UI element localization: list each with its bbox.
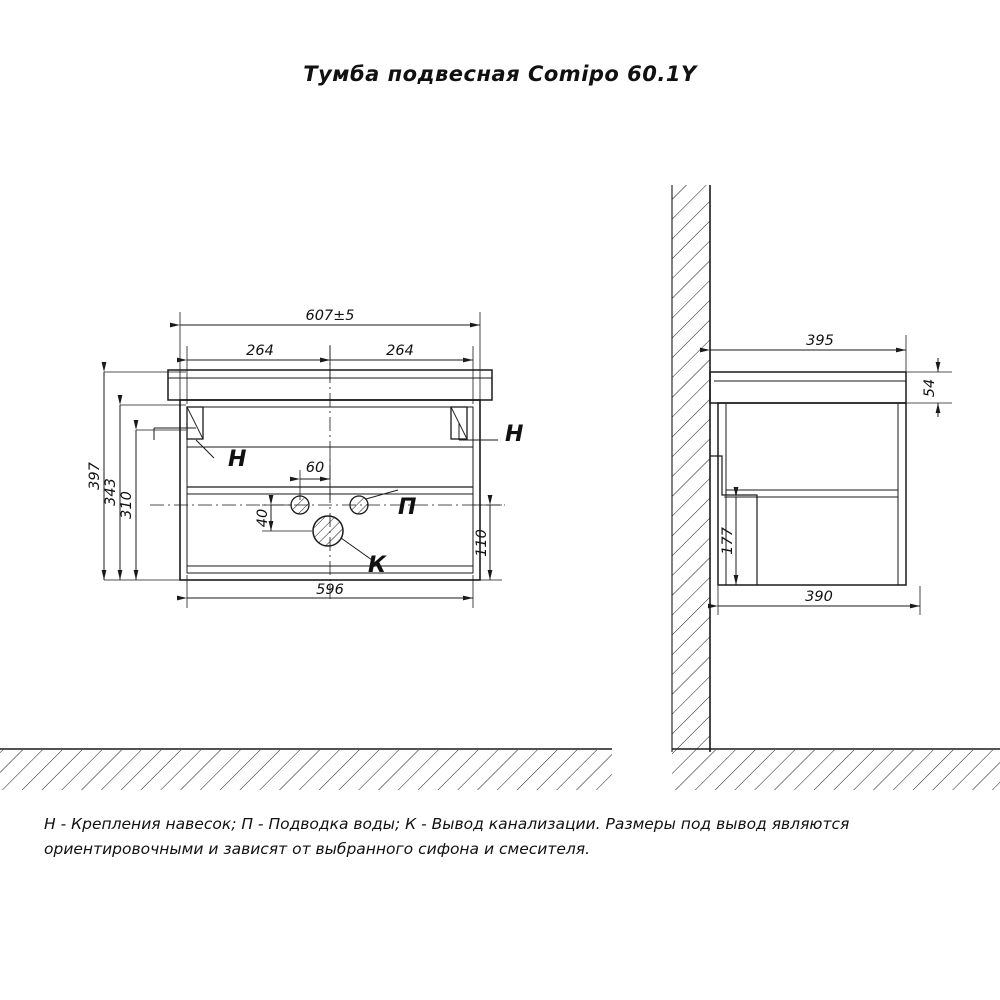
front-view — [87, 308, 523, 608]
dim-overall-width: 607±5 — [305, 308, 355, 324]
side-view — [710, 333, 952, 615]
dim-water-offset-y: 40 — [255, 508, 271, 528]
dim-half-width-left: 264 — [246, 343, 274, 359]
label-hook-right: Н — [505, 422, 524, 447]
dim-half-width-right: 264 — [386, 343, 414, 359]
legend-note — [44, 812, 956, 862]
page-title: Тумба подвесная Comipo 60.1Y — [303, 62, 697, 86]
dim-bottom-depth: 390 — [805, 589, 833, 605]
label-hook-left: Н — [228, 447, 247, 472]
dim-outlet-height: 177 — [720, 527, 736, 555]
legend-note-line2: ориентировочными и зависят от выбранного сифона и смесителя. — [44, 840, 591, 858]
dim-height-mid: 343 — [103, 478, 119, 506]
floor-hatching — [0, 749, 1000, 790]
dim-cabinet-width: 596 — [316, 582, 344, 598]
label-sewer: К — [368, 553, 386, 578]
dim-top-thickness: 54 — [922, 378, 938, 398]
dim-height-inner: 310 — [119, 491, 135, 519]
label-water: П — [398, 495, 417, 520]
dim-overall-height: 397 — [87, 462, 103, 490]
legend-note-line1: Н - Крепления навесок; П - Подводка воды; К - Вывод канализации. Размеры под вывод являются — [44, 815, 850, 833]
wall-hatching — [672, 185, 710, 752]
dim-water-offset-x: 60 — [305, 460, 325, 476]
dim-top-depth: 395 — [806, 333, 834, 349]
dim-drawer-height: 110 — [474, 529, 490, 557]
